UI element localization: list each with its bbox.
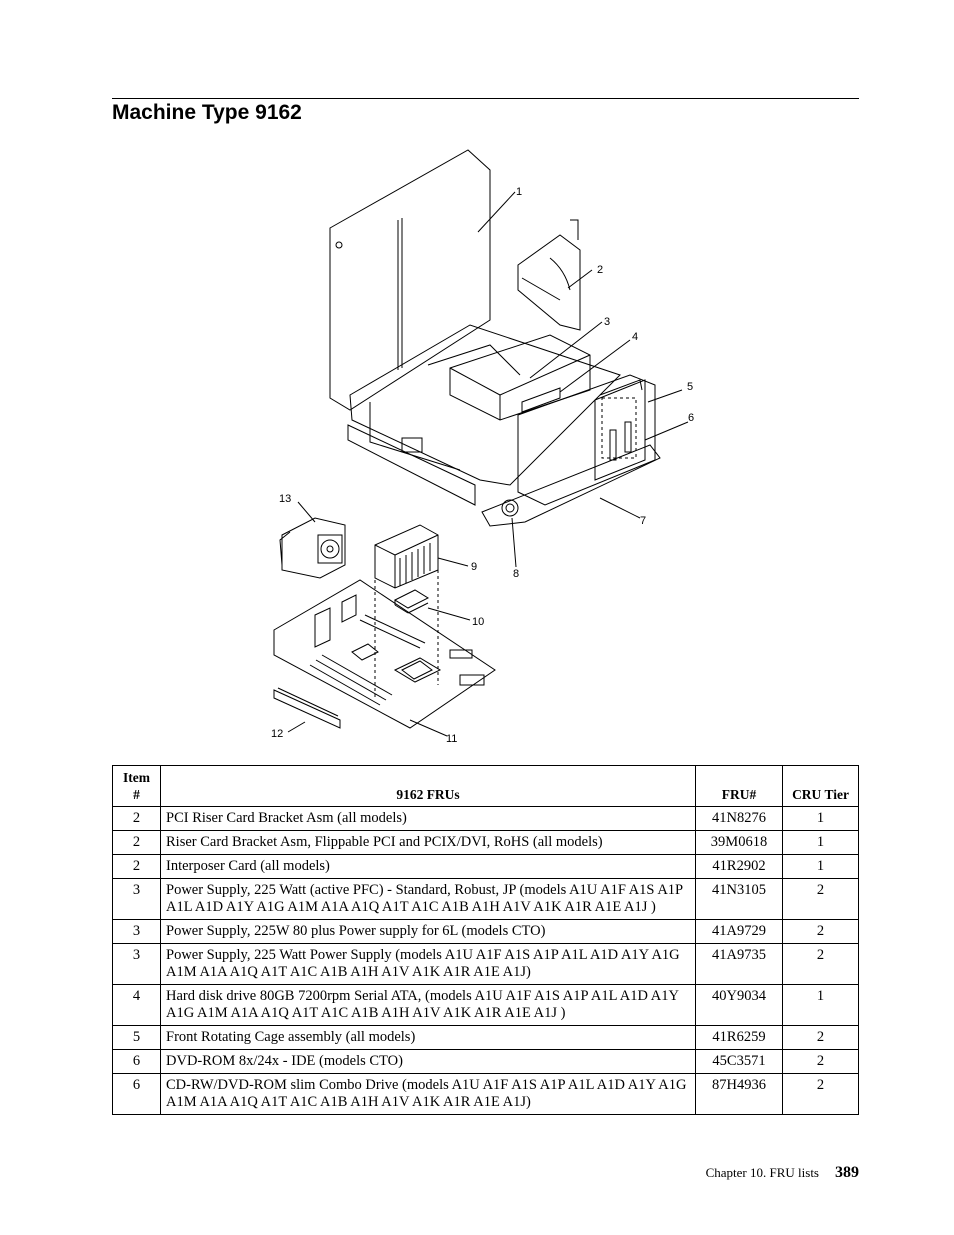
memory-module-part [274,688,340,728]
page-number: 389 [835,1164,859,1181]
cell-item: 4 [113,985,161,1026]
cell-item: 6 [113,1050,161,1074]
cell-fru-number: 41R2902 [696,855,783,879]
riser-bracket-part [518,220,580,330]
callout-label-13: 13 [279,493,292,505]
cell-cru-tier: 2 [783,1050,859,1074]
table-row [113,944,859,985]
system-board-part [274,580,495,728]
cell-fru-number: 39M0618 [696,831,783,855]
cell-fru-number: 41A9735 [696,944,783,985]
callout-label-9: 9 [471,561,478,573]
header-rule [112,98,859,99]
callout-label-8: 8 [513,568,520,580]
cell-fru-number: 41R6259 [696,1026,783,1050]
cell-description: Power Supply, 225 Watt (active PFC) - Standard, Robust, JP (models A1U A1F A1S A1P A1L A1D A1Y A1G A1M A1A A1Q A1T A1C A1B A1H A1V A1K A1R A1E A1J ) [161,879,696,920]
cell-cru-tier: 1 [783,985,859,1026]
cell-description: CD-RW/DVD-ROM slim Combo Drive (models A1U A1F A1S A1P A1L A1D A1Y A1G A1M A1A A1Q A1T A1C A1B A1H A1V A1K A1R A1E A1J) [161,1074,696,1115]
cell-fru-number: 41A9729 [696,920,783,944]
cell-fru-number: 87H4936 [696,1074,783,1115]
table-row [113,1074,859,1115]
cell-cru-tier: 2 [783,920,859,944]
cell-cru-tier: 2 [783,1074,859,1115]
cell-cru-tier: 2 [783,879,859,920]
header-item: Item # [113,766,161,807]
header-cru-tier: CRU Tier [783,766,859,807]
cell-description: Front Rotating Cage assembly (all models) [161,1026,696,1050]
fru-table-header-row [113,766,859,807]
page-footer [706,1164,859,1182]
cell-item: 3 [113,879,161,920]
callout-label-1: 1 [516,186,523,198]
table-row [113,1050,859,1074]
cell-item: 2 [113,807,161,831]
exploded-parts-diagram [260,140,710,750]
callout-label-6: 6 [688,412,695,424]
cell-description: PCI Riser Card Bracket Asm (all models) [161,807,696,831]
cell-item: 2 [113,831,161,855]
header-description: 9162 FRUs [161,766,696,807]
cell-cru-tier: 2 [783,1026,859,1050]
cell-description: Riser Card Bracket Asm, Flippable PCI and PCIX/DVI, RoHS (all models) [161,831,696,855]
parts-illustration [260,140,710,750]
front-bezel-part [482,445,660,526]
cell-item: 2 [113,855,161,879]
callout-label-3: 3 [604,316,611,328]
cell-fru-number: 41N3105 [696,879,783,920]
chassis-base-part [348,325,620,505]
fan-part [280,518,345,578]
callout-leader-lines [288,192,688,736]
table-row [113,831,859,855]
cell-cru-tier: 2 [783,944,859,985]
cell-description: Interposer Card (all models) [161,855,696,879]
cell-fru-number: 45C3571 [696,1050,783,1074]
table-row [113,920,859,944]
cell-item: 3 [113,944,161,985]
cell-item: 5 [113,1026,161,1050]
cell-item: 6 [113,1074,161,1115]
fru-table [112,765,859,1115]
table-row [113,807,859,831]
cell-cru-tier: 1 [783,807,859,831]
processor-part [395,590,428,613]
cell-description: DVD-ROM 8x/24x - IDE (models CTO) [161,1050,696,1074]
table-row [113,985,859,1026]
chapter-title: Chapter 10. FRU lists [705,1165,819,1180]
cell-cru-tier: 1 [783,855,859,879]
chassis-cover-part [330,150,490,410]
callout-label-4: 4 [632,331,639,343]
cell-description: Power Supply, 225 Watt Power Supply (models A1U A1F A1S A1P A1L A1D A1Y A1G A1M A1A A1Q A1T A1C A1B A1H A1V A1K A1R A1E A1J) [161,944,696,985]
table-row [113,855,859,879]
drive-cage-part [518,375,655,505]
callout-label-2: 2 [597,264,604,276]
callout-label-7: 7 [640,515,647,527]
callout-label-12: 12 [271,728,284,740]
table-row [113,879,859,920]
callout-label-11: 11 [446,733,458,745]
callout-label-5: 5 [687,381,694,393]
cell-fru-number: 40Y9034 [696,985,783,1026]
cell-fru-number: 41N8276 [696,807,783,831]
callout-label-10: 10 [472,616,485,628]
cell-description: Hard disk drive 80GB 7200rpm Serial ATA, (models A1U A1F A1S A1P A1L A1D A1Y A1G A1M A1A A1Q A1T A1C A1B A1H A1V A1K A1R A1E A1J ) [161,985,696,1026]
cell-description: Power Supply, 225W 80 plus Power supply for 6L (models CTO) [161,920,696,944]
page-title: Machine Type 9162 [112,101,302,124]
table-row [113,1026,859,1050]
header-fru-number: FRU# [696,766,783,807]
cell-cru-tier: 1 [783,831,859,855]
cell-item: 3 [113,920,161,944]
